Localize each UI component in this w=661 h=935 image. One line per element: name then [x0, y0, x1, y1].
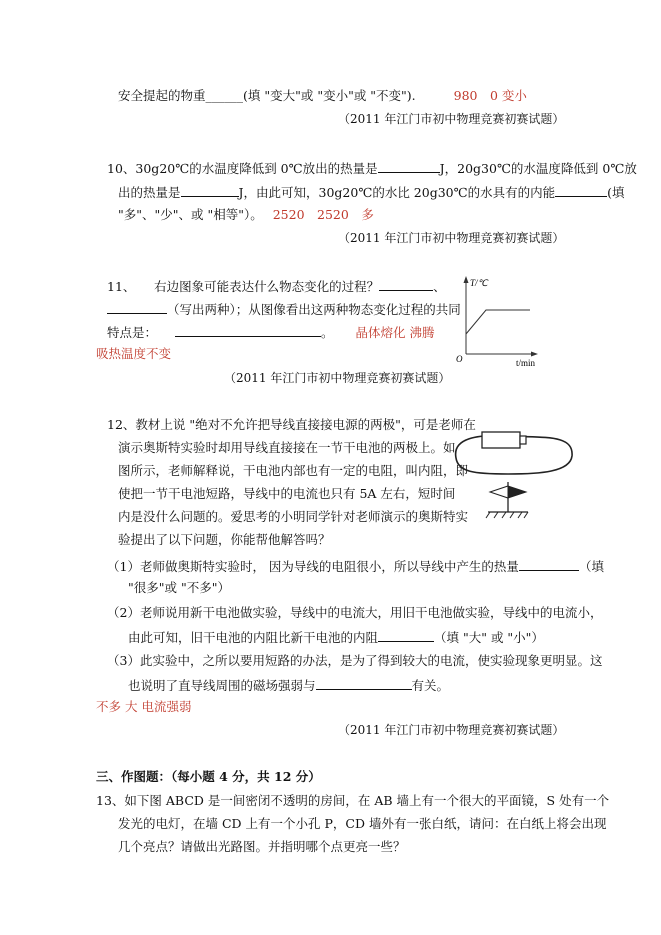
q12-sub3-line2 — [128, 676, 449, 694]
q9-source: （2011 年江门市初中物理竞赛初赛试题） — [338, 112, 565, 126]
q11-graph-x-arrow — [531, 352, 538, 357]
q11-blank-1[interactable] — [379, 277, 433, 291]
q11-source: （2011 年江门市初中物理竞赛初赛试题） — [224, 371, 451, 385]
q10-line2 — [118, 183, 624, 201]
q12-line: 12、教材上说 "绝对不允许把导线直接接电源的两极"，可是老师在 — [107, 417, 476, 432]
q11-graph-origin: O — [456, 354, 463, 364]
q9-text: 安全提起的物重______(填 "变大"或 "变小"或 "不变"). — [118, 88, 416, 103]
q13-line: 发光的电灯，在墙 CD 上有一个小孔 P，CD 墙外有一张白纸，请问：在白纸上将会出现 — [118, 816, 607, 831]
q10-line3 — [118, 207, 374, 223]
q11-text-1a: 11、 右边图象可能表达什么物态变化的过程？ — [107, 279, 380, 294]
q10-blank-1[interactable] — [378, 159, 440, 173]
q10-answer: 2520 2520 多 — [272, 207, 374, 222]
q12-sub2-text-a: （2）老师说用新干电池做实验，导线中的电流大，用旧干电池做实验，导线中的电流小， — [107, 605, 603, 620]
q12-sub1-text-b: （填 — [578, 559, 604, 574]
q9-answer: 980 0 变小 — [453, 88, 527, 103]
q12-needle-north — [508, 486, 526, 498]
q12-battery — [482, 432, 520, 448]
q9-line — [118, 88, 527, 104]
q11-answer-a: 晶体熔化 沸腾 — [355, 325, 435, 340]
q12-blank-3[interactable] — [316, 676, 412, 690]
q11-graph-x-label: t/min — [516, 358, 536, 368]
q11-line1 — [107, 277, 446, 295]
q10-text-2b: J，由此可知，30g20℃的水比 20g30℃的水具有的内能 — [238, 185, 556, 200]
q12-line: 内是没什么问题的。爱思考的小明同学针对老师演示的奥斯特实 — [118, 509, 469, 524]
q11-temperature-time-graph — [446, 272, 546, 368]
q11-graph-curve — [466, 310, 530, 334]
q12-line: 图所示，老师解释说，干电池内部也有一定的电阻，叫内阻，即 — [118, 463, 469, 478]
q13-line: 几个亮点？请做出光路图。并指明哪个点更亮一些？ — [118, 839, 406, 854]
q11-graph-y-arrow — [464, 276, 469, 283]
q10-text-2c: (填 — [607, 185, 625, 200]
q12-base-hatching — [486, 512, 528, 518]
q12-sub2-text-b: 由此可知，旧干电池的内阻比新干电池的内阻 — [128, 630, 379, 645]
q12-sub1-line1 — [107, 557, 604, 575]
q10-text-1b: J，20g30℃的水温度降低到 0℃放 — [439, 161, 637, 176]
q11-answer-b: 吸热温度不变 — [96, 346, 172, 361]
section3-heading: 三、作图题：（每小题 4 分，共 12 分） — [96, 769, 321, 784]
q11-text-3a: 特点是： — [107, 325, 158, 340]
q12-sub1-text-c: "很多"或 "不多"） — [128, 580, 230, 595]
q11-blank-3[interactable] — [175, 323, 321, 337]
q12-blank-1[interactable] — [519, 557, 579, 571]
q10-text-3: "多"、"少"、或 "相等"）。 — [118, 207, 263, 222]
q11-text-3b: 。 — [321, 325, 334, 340]
q12-line: 演示奥斯特实验时却用导线直接接在一节干电池的两极上。如 — [118, 440, 456, 455]
q12-answer: 不多 大 电流强弱 — [96, 699, 192, 714]
q11-graph-y-label: T/℃ — [470, 278, 488, 288]
q12-sub2-line2 — [128, 628, 544, 646]
q12-source: （2011 年江门市初中物理竞赛初赛试题） — [338, 723, 565, 737]
q10-blank-3[interactable] — [555, 183, 607, 197]
q10-text-1a: 10、30g20℃的水温度降低到 0℃放出的热量是 — [107, 161, 378, 176]
q11-line3 — [107, 323, 435, 341]
q12-battery-terminal — [520, 436, 526, 444]
q13-line: 13、如下图 ABCD 是一间密闭不透明的房间，在 AB 墙上有一个很大的平面镜，S 处有一个 — [96, 793, 610, 808]
q10-blank-2[interactable] — [181, 183, 239, 197]
q11-text-2: （写出两种）；从图像看出这两种物态变化过程的共同 — [167, 302, 461, 317]
q10-line1 — [107, 159, 637, 177]
q10-source: （2011 年江门市初中物理竞赛初赛试题） — [338, 231, 565, 245]
q12-line: 验提出了以下问题，你能帮他解答吗？ — [118, 532, 331, 547]
q12-oersted-figure — [448, 420, 580, 526]
q12-line: 使把一节干电池短路，导线中的电流也只有 5A 左右，短时间 — [118, 486, 456, 501]
q12-needle-south — [490, 486, 508, 498]
q12-blank-2[interactable] — [378, 628, 434, 642]
q12-sub3-text-a: （3）此实验中，之所以要用短路的办法，是为了得到较大的电流，使实验现象更明显。这 — [107, 653, 603, 668]
q12-sub2-text-c: （填 "大" 或 "小"） — [434, 630, 544, 645]
q10-text-2a: 出的热量是 — [118, 185, 181, 200]
q12-sub3-text-c: 有关。 — [411, 678, 450, 693]
q12-sub3-text-b: 也说明了直导线周围的磁场强弱与 — [128, 678, 316, 693]
q11-line2 — [107, 300, 461, 318]
q11-blank-2[interactable] — [107, 300, 167, 314]
q11-text-1b: 、 — [433, 279, 446, 294]
q12-sub1-text-a: （1）老师做奥斯特实验时， 因为导线的电阻很小，所以导线中产生的热量 — [107, 559, 519, 574]
